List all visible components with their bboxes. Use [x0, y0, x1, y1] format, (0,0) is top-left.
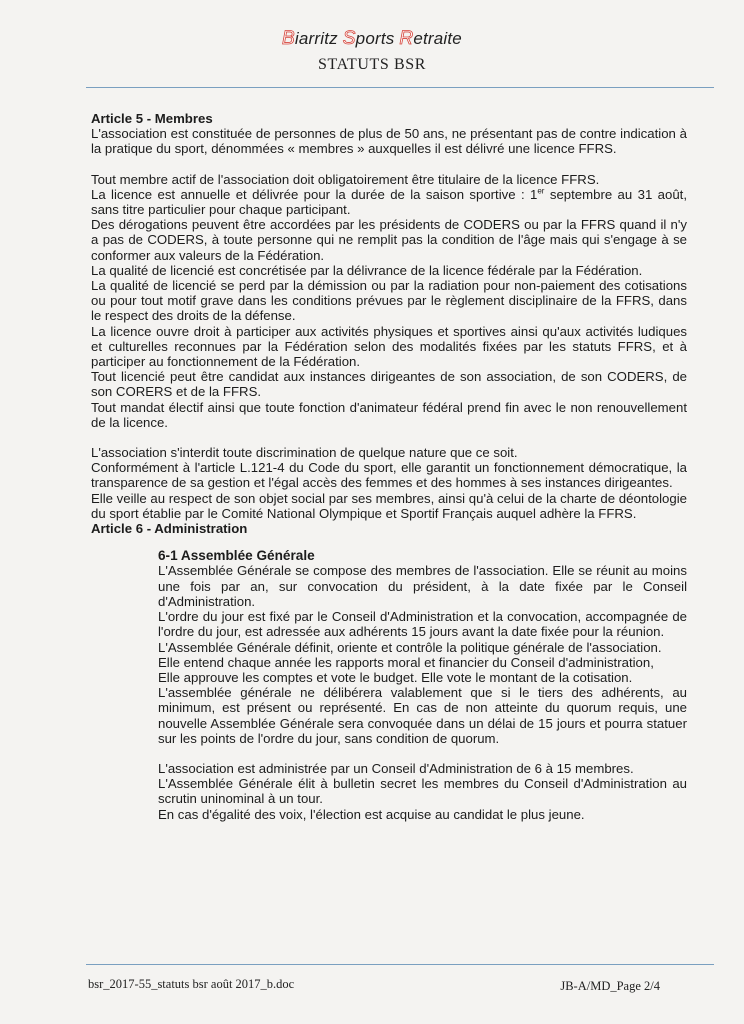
paragraph: L'association est administrée par un Conseil d'Administration de 6 à 15 membres. [158, 760, 634, 776]
paragraph: La licence est annuelle et délivrée pour la durée de la saison sportive : 1er septembre au 31 août, sans titre particulier pour chaque participant. [91, 186, 687, 218]
section-6-1-body [91, 563, 687, 821]
paragraph: Tout mandat électif ainsi que toute fonction d'animateur fédéral prend fin avec le non renouvellement de la licence. [91, 399, 687, 430]
paragraph: La qualité de licencié se perd par la démission ou par la radiation pour non-paiement des cotisations ou pour tout motif grave dans les conditions prévues par le règlement disciplinaire de la FFRS, dans le respect des droits de la défense. [91, 278, 687, 324]
paragraph: Elle approuve les comptes et vote le budget. Elle vote le montant de la cotisation. [158, 669, 633, 685]
paragraph: L'Assemblée Générale définit, oriente et contrôle la politique générale de l'association. [158, 639, 662, 655]
paragraph: L'ordre du jour est fixé par le Conseil d'Administration et la convocation, accompagnée de l'ordre du jour, est adressée aux adhérents 15 jours avant la date fixée pour la réunion. [158, 609, 687, 640]
paragraph: Tout membre actif de l'association doit obligatoirement être titulaire de la licence FFRS. [91, 171, 600, 187]
footer-filename: bsr_2017-55_statuts bsr août 2017_b.doc [88, 977, 295, 991]
paragraph: En cas d'égalité des voix, l'élection est acquise au candidat le plus jeune. [158, 806, 585, 822]
paragraph: Elle veille au respect de son objet social par ses membres, ainsi qu'à celui de la charte de déontologie du sport établie par le Comité National Olympique et Sportif Français auquel adhère la FFRS. [91, 490, 687, 521]
paragraph: Elle entend chaque année les rapports moral et financier du Conseil d'administration, [158, 654, 654, 670]
paragraph: La qualité de licencié est concrétisée par la délivrance de la licence fédérale par la Fédération. [91, 262, 643, 278]
document-body [91, 111, 687, 822]
paragraph: L'Assemblée Générale se compose des membres de l'association. Elle se réunit au moins une fois par an, sur convocation du président, à la date fixée par le Conseil d'Administration. [158, 563, 687, 609]
brand-logo: Biarritz Sports Retraite [282, 28, 462, 49]
article-5-heading: Article 5 - Membres [91, 111, 213, 126]
paragraph: La licence ouvre droit à participer aux activités physiques et sportives ainsi qu'aux activités ludiques et culturelles reconnues par la Fédération selon des modalités fixées par les statuts FFRS, et à participer au fonctionnement de la Fédération. [91, 323, 687, 370]
paragraph: Des dérogations peuvent être accordées par les présidents de CODERS ou par la FFRS quand il n'y a pas de CODERS, à toute personne qui ne remplit pas la condition de l'âge mais qui s'engage à se conformer aux valeurs de la Fédération. [91, 217, 687, 263]
paragraph: L'association est constituée de personnes de plus de 50 ans, ne présentant pas de contre indication à la pratique du sport, dénommées « membres » auxquelles il est délivré une licence FFRS. [91, 126, 687, 157]
paragraph: Tout licencié peut être candidat aux instances dirigeantes de son association, de son CODERS, de son CORERS et de la FFRS. [91, 369, 687, 400]
header-divider [86, 87, 714, 88]
document-subtitle: STATUTS BSR [317, 56, 426, 73]
article-6-heading: Article 6 - Administration [91, 521, 248, 537]
paragraph: L'assemblée générale ne délibérera valablement que si le tiers des adhérents, au minimum, est présent ou représenté. En cas de non atteinte du quorum requis, une nouvelle Assemblée Générale sera convoquée dans un délai de 15 jours et pourra statuer sur les points de l'ordre du jour, sans condition de quorum. [158, 685, 687, 746]
footer-page-number: JB-A/MD_Page 2/4 [560, 979, 660, 993]
paragraph: L'Assemblée Générale élit à bulletin secret les membres du Conseil d'Administration au scrutin uninominal à un tour. [158, 776, 687, 807]
paragraph: Conformément à l'article L.121-4 du Code du sport, elle garantit un fonctionnement démocratique, la transparence de sa gestion et l'égal accès des femmes et des hommes à ses instances dirigeantes. [91, 460, 687, 491]
page-header [0, 28, 744, 74]
section-6-1-heading: 6-1 Assemblée Générale [158, 548, 315, 564]
footer-divider [86, 964, 714, 965]
paragraph: L'association s'interdit toute discrimination de quelque nature que ce soit. [91, 445, 518, 461]
